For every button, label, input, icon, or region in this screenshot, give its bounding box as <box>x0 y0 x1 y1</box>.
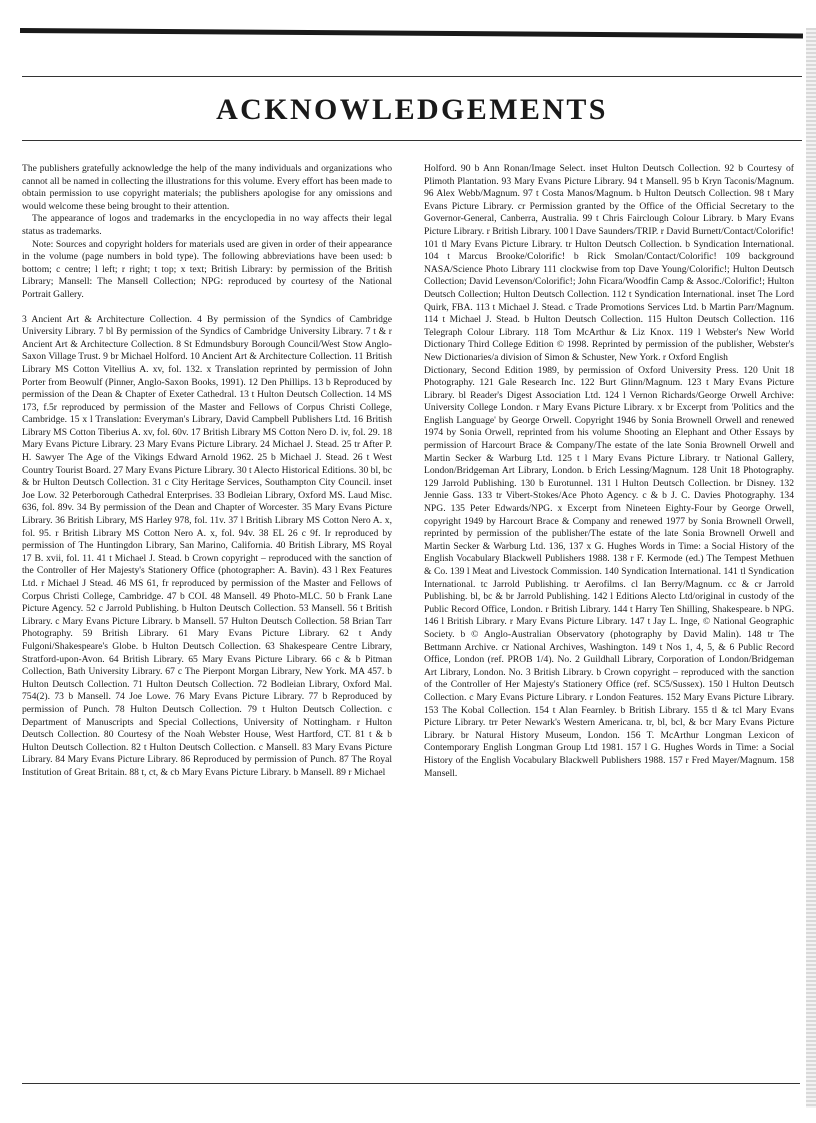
abbreviations-note: Note: Sources and copyright holders for materials used are given in order of their appearance in the volume (page numbers in bold type). The following abbreviations have been used: b bottom; c centre; l left; r right; t top; x text; British Library: by permission of the British Library; Mansell: The Mansell Collection; NPG: reproduced by courtesy of the National Portrait Gallery. <box>22 238 392 300</box>
title-rule-top <box>22 76 802 77</box>
intro-paragraph: The publishers gratefully acknowledge the help of the many individuals and organizations who cannot all be named in collecting the illustrations for this volume. Every effort has been made to obtain permission to use copyright materials; the publishers apologise for any omissions and would welcome these being brought to their attention. <box>22 163 392 212</box>
right-column <box>424 163 794 1068</box>
top-rule <box>20 28 803 38</box>
left-column <box>22 163 392 1068</box>
credits-list-right-part-2: Dictionary, Second Edition 1989, by permission of Oxford University Press. 120 Unit 18 Photography. 121 Gale Research Inc. 122 Burt Glinn/Magnum. 123 t Mary Evans Picture Library. bl Reader's Digest Association Ltd. 124 l Vernon Richards/George Orwell Archive: University College London. r Mary Evans Picture Library. x br Excerpt from 'Politics and the English Language' by George Orwell. Copyright 1946 by Sonia Brownell Orwell and renewed 1974 by Sonia Orwell, reprinted from his volume Shooting an Elephant and Other Essays by permission of Harcourt Brace & Company/The estate of the late Sonia Brownell Orwell and Martin Secker & Warburg Ltd. 125 t l Mary Evans Picture Library. tr National Gallery, London/Bridgeman Art Library, London. b Erich Lessing/Magnum. 128 Unit 18 Photography. 129 Jarrold Publishing. 130 b Eurotunnel. 131 l Hulton Deutsch Collection. br Disney. 132 Jennie Gass. 133 tr Vibert-Stokes/Ace Photo Agency. c & b J. C. Davies Photography. 134 NPG. 135 Peter Edwards/NPG. x Excerpt from Nineteen Eighty-Four by George Orwell, copyright 1949 by Harcourt Brace & Company and renewed 1977 by Sonia Brownell Orwell, reprinted by permission of the publisher/The estate of the late Sonia Brownell Orwell and Martin Secker & Warburg Ltd. 136, 137 x G. Hughes Words in Time: a Social History of the English Vocabulary Blackwell Publishers 1988. 138 r F. Kermode (ed.) The Tempest Methuen & Co. 139 l Meat and Livestock Commission. 140 Syndication International. 141 tl Syndication International. tc Jarrold Publishing. tr Aerofilms. cl Ian Berry/Magnum. cc & cr Jarrold Publishing. bl, bc & br Jarrold Publishing. 142 l Editions Alecto Ltd/original in custody of the Public Record Office, London. r British Library. 144 t Harry Ten Shilling, Shakespeare. b NPG. 146 l British Library. r Mary Evans Picture Library. 147 t Jay L. Inge, © National Geographic Society. b © Anglo-Australian Observatory (photography by David Malin). 148 tr The Bettmann Archive. cr National Archives, Washington. 149 t Nos 1, 4, 5, & 6 Public Record Office, London (ref. PROB 1/4). No. 2 Guildhall Library, Corporation of London/Bridgeman Art Library, London. No. 3 British Library. b Crown copyright – reproduced with the sanction of the Controller of Her Majesty's Stationery Office (ref. SC5/Sussex). 150 l Hulton Deutsch Collection. c Mary Evans Picture Library. r London Features. 152 Mary Evans Picture Library. 153 The Kobal Collection. 154 t Alan Fearnley. b British Library. 155 tl & tcl Mary Evans Picture Library. trr Peter Newark's Western Americana. tr, bl, bcl, & bcr Mary Evans Picture Library. br Natural History Museum, London. 156 T. McArthur Longman Lexicon of Contemporary English Longman Group Ltd 1981. 157 l G. Hughes Words in Time: a Social History of the English Vocabulary Blackwell Publishers 1988. 157 r Fred Mayer/Magnum. 158 Mansell. <box>424 364 794 779</box>
trademark-paragraph: The appearance of logos and trademarks in the encyclopedia in no way affects their legal status as trademarks. <box>22 213 392 237</box>
page-title: ACKNOWLEDGEMENTS <box>216 93 608 126</box>
bottom-rule <box>22 1083 800 1084</box>
scan-margin-strip <box>806 28 816 1108</box>
title-rule-bottom <box>22 140 802 141</box>
credits-list-left: 3 Ancient Art & Architecture Collection. 4 By permission of the Syndics of Cambridge University Library. 7 bl By permission of the Syndics of Cambridge University Library. 7 t & r Ancient Art & Architecture Collection. 8 St Edmundsbury Borough Council/West Stow Anglo-Saxon Village Trust. 9 br Michael Holford. 10 Ancient Art & Architecture Collection. 11 British Library MS Cotton Vitellius A. xv, fol. 132. x Translation reprinted by permission of John Porter from Beowulf (Pinner, Anglo-Saxon Books, 1991). 12 Den Phillips. 13 b Reproduced by permission of the Dean & Chapter of Exeter Cathedral. 13 t Hulton Deutsch Collection. 14 MS 173, f.5r reproduced by permission of the Master and Fellows of Corpus Christi College, Cambridge. 15 x l Translation: Everyman's Library, David Campbell Publishers Ltd. 16 British Library MS Cotton Tiberius A. xv, fol. 60v. 17 British Library MS Cotton Nero D. iv, fol. 29. 18 Mary Evans Picture Library. 23 Mary Evans Picture Library. 24 Michael J. Stead. 25 tr After P. H. Sawyer The Age of the Vikings Edward Arnold 1962. 25 b Michael J. Stead. 26 t West Country Tourist Board. 27 Mary Evans Picture Library. 30 t Alecto Historical Editions. 30 bl, bc & br Hulton Deutsch Collection. 31 c City Heritage Services, Southampton City Council. inset Joe Low. 32 Peterborough Cathedral Enterprises. 33 Bodleian Library, Oxford MS. Laud Misc. 636, fol. 89v. 34 By permission of the Dean and Chapter of Worcester. 35 Mary Evans Picture Library. 36 British Library, MS Harley 978, fol. 11v. 37 l British Library MS Cotton Nero A. x, fol. 95. r British Library MS Cotton Nero A. x, fol. 94v. 38 EL 26 c 9f. Ir reproduced by permission of The Huntingdon Library, San Marino, California. 40 British Library, MS Royal 17 B. xvii, fol. 11. 41 t Michael J. Stead. b Crown copyright – reproduced with the sanction of the Controller of Her Majesty's Stationery Office (photographer: A. Bavin). 43 l Rex Features Ltd. r Michael J Stead. 46 MS 61, fr reproduced by permission of the Master and Fellows of Corpus Christi College, Cambridge. 47 b COI. 48 Mansell. 49 Photo-MLC. 50 b Frank Lane Picture Agency. 52 c Jarrold Publishing. b Hulton Deutsch Collection. 53 Mansell. 56 t British Library. c Mary Evans Picture Library. b Mansell. 57 Hulton Deutsch Collection. 58 Brian Tarr Photography. 59 British Library. 61 Mary Evans Picture Library. 62 t Andy Fulgoni/Shakespeare's Globe. b Hulton Deutsch Collection. 63 Shakespeare Centre Library, Stratford-upon-Avon. 64 British Library. 65 Mary Evans Picture Library. 66 c & b Pitman Collection, Bath University Library. 67 c The Pierpont Morgan Library, New York. MA 457. b Hulton Deutsch Collection. 71 Hulton Deutsch Collection. 72 Bodleian Library, Oxford Mal. 754(2). 73 b Mansell. 74 Joe Lowe. 76 Mary Evans Picture Library. 77 b Reproduced by permission of Punch. 78 Hulton Deutsch Collection. 79 t Hulton Deutsch Collection. c Department of Manuscripts and Special Collections, University of Nottingham. r Hulton Deutsch Collection. 80 Courtesy of the Noah Webster House, West Hartford, CT. 81 t & b Hulton Deutsch Collection. 82 t Hulton Deutsch Collection. c Mansell. 83 Mary Evans Picture Library. 84 Mary Evans Picture Library. 86 Reproduced by permission of Punch. 87 The Royal Institution of Great Britain. 88 t, ct, & cb Mary Evans Picture Library. b Mansell. 89 r Michael <box>22 313 392 778</box>
credits-list-right-part-1: Holford. 90 b Ann Ronan/Image Select. inset Hulton Deutsch Collection. 92 b Courtesy of Plimoth Plantation. 93 Mary Evans Picture Library. 94 t Mansell. 95 b Kryn Taconis/Magnum. 96 Alex Webb/Magnum. 97 t Costa Manos/Magnum. b Hulton Deutsch Collection. 98 t Mary Evans Picture Library. cr Permission granted by the Office of the Official Secretary to the Governor-General, Canberra, Australia. 99 t Chris Fairclough Colour Library. b Mary Evans Picture Library. r British Library. 100 l Dave Saunders/TRIP. r David Burnett/Contact/Colorific! 101 tl Mary Evans Picture Library. tr Hulton Deutsch Collection. b Syndication International. 104 t Marcus Brooke/Colorific! b Rick Smolan/Contact/Colorific! 109 background NASA/Science Photo Library 111 clockwise from top Dave Young/Colorific!; Hulton Deutsch Collection; David Levenson/Colorific!; John Ficara/Woodfin Camp & Assoc./Colorific!; Hulton Deutsch Collection; Hulton Deutsch Collection. 112 t Syndication International. inset The Lord Quirk, FBA. 113 t Michael J. Stead. c Trade Promotions Services Ltd. b Martin Parr/Magnum. 114 t Michael J. Stead. b Hulton Deutsch Collection. 115 Hulton Deutsch Collection. 116 Telegraph Colour Library. 118 Tom McArthur & Liz Knox. 119 l Webster's New World Dictionary Third College Edition © 1998. Reprinted by permission of the publisher, Webster's New Dictionaries/a division of Simon & Schuster, New York. r Oxford English <box>424 163 794 363</box>
